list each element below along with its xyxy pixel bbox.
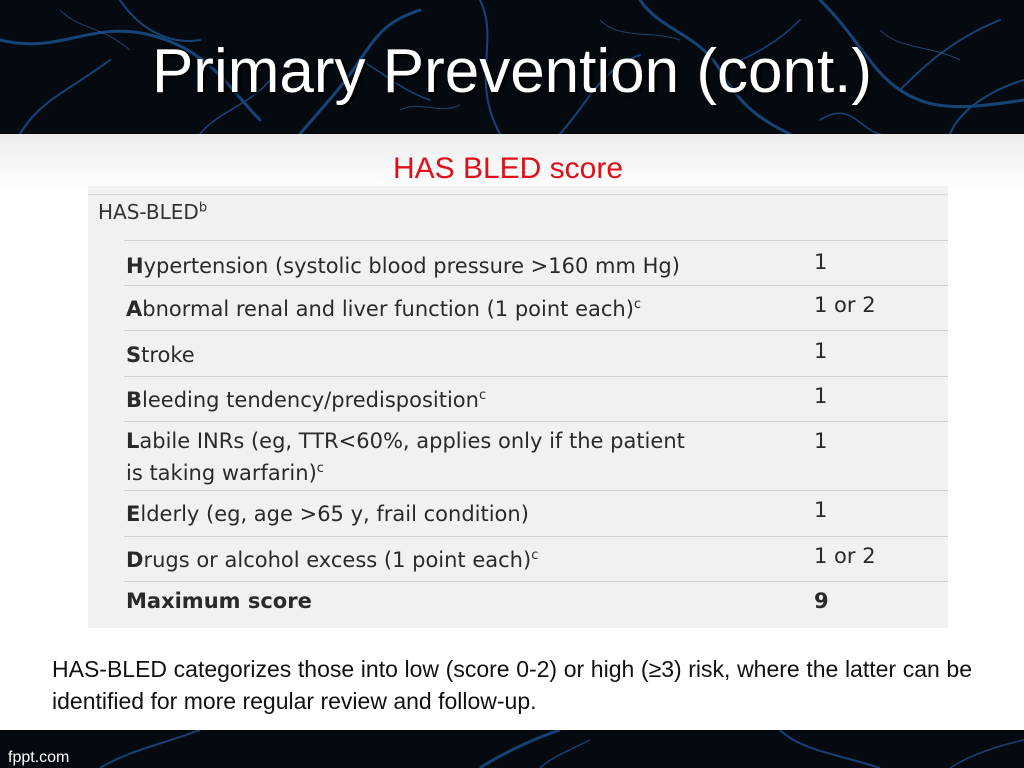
slide-footer — [0, 730, 1024, 768]
footer-vein-graphic — [0, 730, 1024, 768]
criterion-points: 1 or 2 — [814, 293, 876, 317]
total-points: 9 — [814, 589, 829, 613]
has-bled-table — [88, 186, 948, 628]
table-heading-text: HAS-BLED — [98, 200, 199, 224]
criterion-points: 1 — [814, 429, 828, 453]
criterion-label: Drugs or alcohol excess (1 point each)$^c$ — [126, 548, 539, 572]
table-row — [124, 376, 948, 421]
criterion-points: 1 — [814, 339, 828, 363]
table-row-total — [124, 581, 948, 629]
criterion-points: 1 — [814, 384, 828, 408]
caption-text: HAS-BLED categorizes those into low (score 0-2) or high (≥3) risk, where the latter can be identified for more regular review and follow-up. — [52, 656, 972, 714]
total-label: Maximum score — [126, 589, 312, 613]
criterion-label: Labile INRs (eg, TTR<60%, applies only if the patient is taking warfarin)$^c$ — [126, 429, 685, 485]
criterion-label: Stroke — [126, 343, 195, 367]
table-heading-footnote: b — [198, 200, 208, 216]
criterion-points: 1 — [814, 498, 828, 522]
table-row — [124, 421, 948, 490]
table-row — [124, 536, 948, 581]
table-heading — [98, 200, 207, 224]
criterion-label: Hypertension (systolic blood pressure >160 mm Hg) — [126, 254, 680, 278]
table-row — [124, 240, 948, 285]
footer-brand: fppt.com — [8, 749, 70, 766]
criterion-label: Elderly (eg, age >65 y, frail condition) — [126, 502, 529, 526]
table-subtitle: HAS BLED score — [392, 152, 624, 185]
criterion-points: 1 — [814, 250, 828, 274]
criterion-label: Bleeding tendency/predisposition$^c$ — [126, 388, 487, 412]
table-top-rule — [88, 194, 948, 195]
table-row — [124, 330, 948, 376]
table-row — [124, 490, 948, 536]
slide-title: Primary Prevention (cont.) — [151, 37, 873, 106]
criterion-label: Abnormal renal and liver function (1 point each)$^c$ — [126, 297, 642, 321]
criterion-points: 1 or 2 — [814, 544, 876, 568]
table-row — [124, 285, 948, 330]
